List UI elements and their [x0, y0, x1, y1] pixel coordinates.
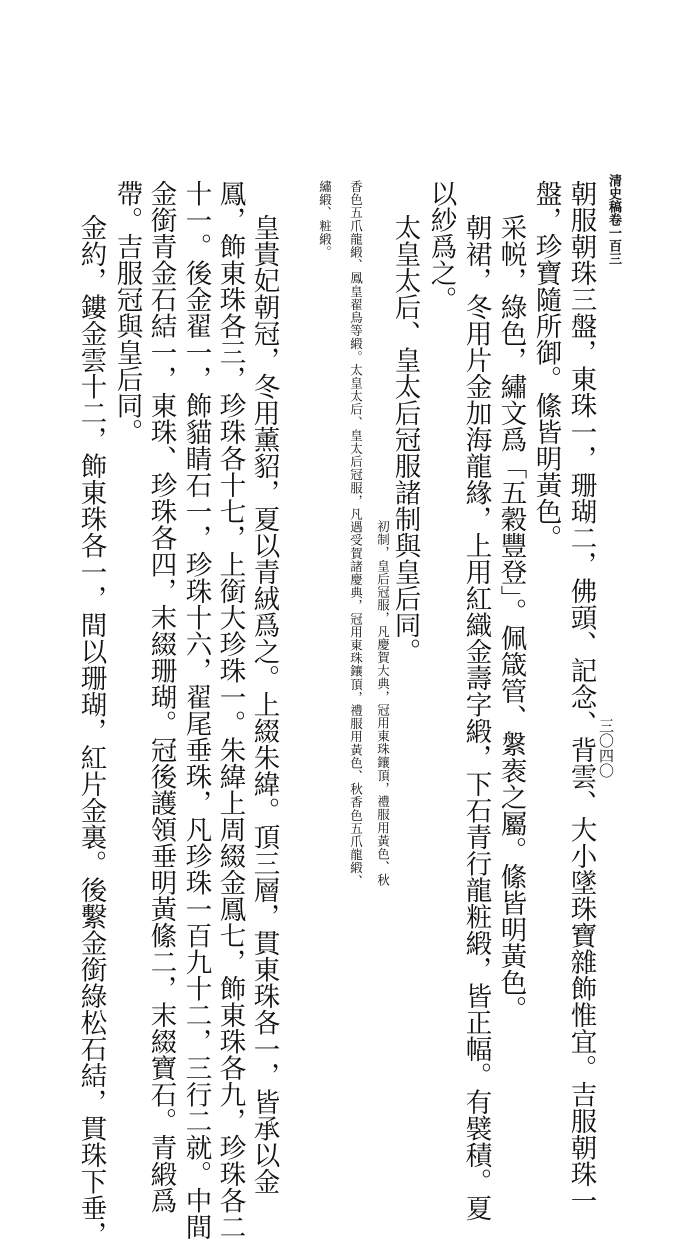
text-column: 朝服朝珠三盤，東珠一，珊瑚二，佛頭、記念、背雲、大小墜珠寶雜飾惟宜。吉服朝珠一	[565, 180, 597, 1214]
text-column: 采帨，綠色，繡文爲「五穀豐登」。佩箴管、縏袠之屬。絛皆明黃色。	[495, 214, 527, 1023]
text-column: 朝裙，冬用片金加海龍緣，上用紅織金壽字緞，下石青行龍粧緞，皆正幅。有襞積。夏	[460, 214, 492, 1221]
page-number: 三〇四〇	[597, 718, 615, 778]
note-column: 香色五爪龍緞、鳳皇翟鳥等緞。太皇太后、皇太后冠服，凡遇受賀諸慶典，冠用東珠鑲頂，禮服用黃色、秋香色五爪龍緞、	[348, 180, 364, 888]
text-column: 金約，鏤金雲十二，飾東珠各一，間以珊瑚，紅片金裏。後繫金銜綠松石結，貫珠下垂，	[75, 214, 107, 1248]
text-column: 鳳，飾東珠各三，珍珠各十七，上銜大珍珠一。朱緯上周綴金鳳七，飾東珠各九，珍珠各二	[214, 180, 246, 1240]
text-column: 皇貴妃朝冠，冬用薰貂，夏以青絨爲之。上綴朱緯。頂三層，貫東珠各一，皆承以金	[248, 214, 280, 1195]
running-title: 清史稿卷一百三	[606, 174, 621, 265]
text-column: 盤，珍寶隨所御。絛皆明黃色。	[530, 180, 562, 551]
text-column: 金銜青金石結一，東珠、珍珠各四，末綴珊瑚。冠後護領垂明黃絛二，末綴寶石。青緞爲	[145, 180, 177, 1214]
text-column: 十一。後金翟一，飾貓睛石一，珍珠十六，翟尾垂珠，凡珍珠一百九十二，三行二就。中間	[180, 180, 212, 1240]
text-column: 以紗爲之。	[425, 180, 457, 313]
note-column: 繡緞、粧緞。	[317, 180, 333, 259]
text-column: 帶。吉服冠與皇后同。	[111, 180, 143, 445]
note-column: 初制，皇后冠服，凡慶賀大典，冠用東珠鑲頂，禮服用黃色、秋	[375, 520, 391, 887]
text-column: 太皇太后、皇太后冠服諸制與皇后同。	[389, 214, 421, 665]
